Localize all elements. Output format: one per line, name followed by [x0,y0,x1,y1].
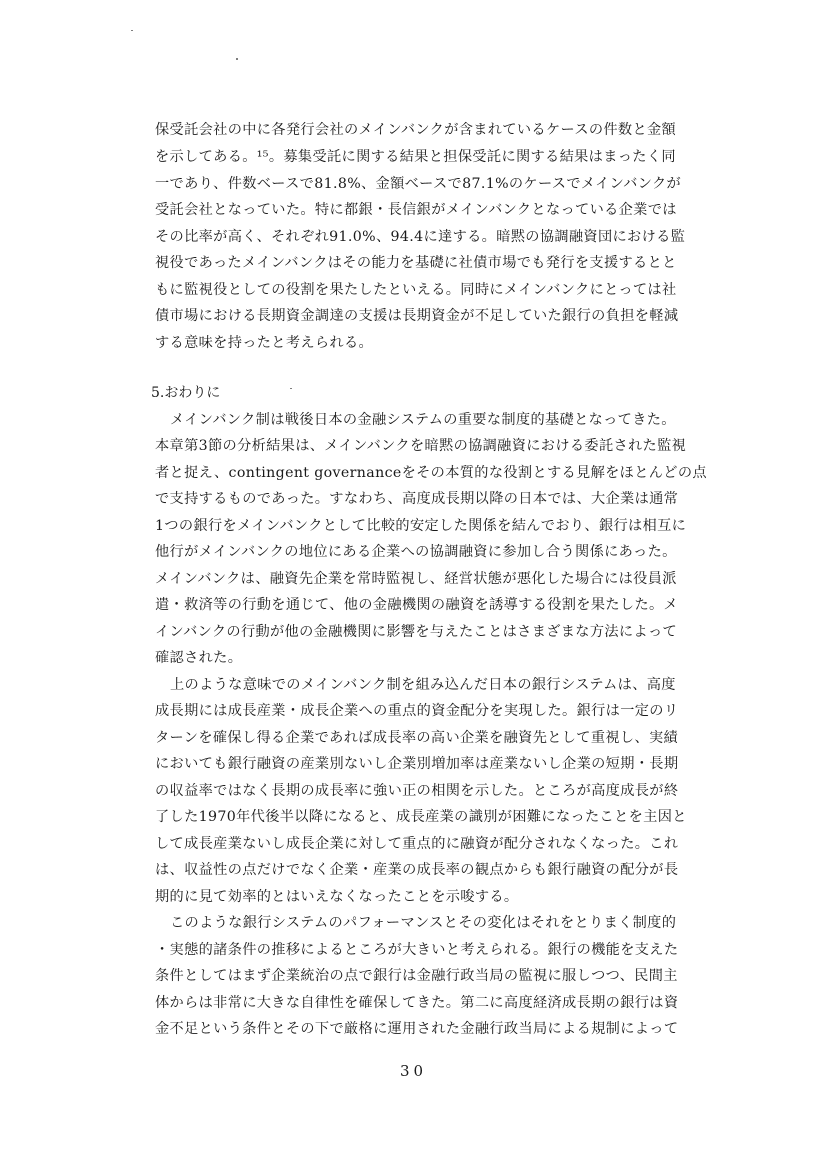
text-line: 他行がメインバンクの地位にある企業への協調融資に参加し合う関係にあった。 [155,544,677,560]
text-line: インバンクの行動が他の金融機関に影響を与えたことはさまざまな方法によって [155,624,678,640]
text-line: の収益率ではなく長期の成長率に強い正の相関を示した。ところが高度成長が終 [155,783,679,799]
text-line: 一であり、件数ベースで81.8%、金額ベースで87.1%のケースでメインバンクが [155,176,682,192]
text-line: 確認された。 [155,650,243,666]
text-line: もに監視役としての役割を果たしたといえる。同時にメインバンクにとっては社 [155,282,677,298]
text-line: 遣・救済等の行動を通じて、他の金融機関の融資を誘導する役割を果たした。メ [155,597,679,613]
text-line: メインバンク制は戦後日本の金融システムの重要な制度的基礎となってきた。 [170,412,676,428]
text-line: 債市場における長期資金調達の支援は長期資金が不足していた銀行の負担を軽減 [155,308,679,324]
text-line: 了した1970年代後半以降になると、成長産業の識別が困難になったことを主因と [155,809,687,825]
text-line: は、収益性の点だけでなく企業・産業の成長率の観点からも銀行融資の配分が長 [155,862,679,878]
text-line: して成長産業ないし成長企業に対して重点的に融資が配分されなくなった。これ [155,836,679,852]
text-line: 本章第3節の分析結果は、メインバンクを暗黙の協調融資における委託された監視 [155,438,687,454]
text-line: このような銀行システムのパフォーマンスとその変化はそれをとりまく制度的 [170,915,677,931]
text-line: 受託会社となっていた。特に都銀・長信銀がメインバンクとなっている企業では [155,202,677,218]
text-line: で支持するものであった。すなわち、高度成長期以降の日本では、大企業は通常 [155,491,679,507]
text-line: 金不足という条件とその下で厳格に運用された金融行政当局による規制によって [155,1021,679,1037]
text-line: ターンを確保し得る企業であれば成長率の高い企業を融資先として重視し、実績 [155,730,679,746]
text-line: メインバンクは、融資先企業を常時監視し、経営状態が悪化した場合には役員派 [155,571,677,587]
text-line: 保受託会社の中に各発行会社のメインバンクが含まれているケースの件数と金額 [155,122,677,138]
text-line: 条件としてはまず企業統治の点で銀行は金融行政当局の監視に服しつつ、民間主 [155,968,678,984]
scan-speck [131,30,133,31]
page-number: 30 [399,1062,428,1080]
scan-speck [290,388,292,389]
text-line: 成長期には成長産業・成長企業への重点的資金配分を実現した。銀行は一定のリ [155,703,679,719]
text-line: においても銀行融資の産業別ないし企業別増加率は産業ないし企業の短期・長期 [155,756,679,772]
text-line: する意味を持ったと考えられる。 [155,335,374,351]
text-line: その比率が高く、それぞれ91.0%、94.4に達する。暗黙の協調融資団における監 [155,229,686,245]
text-line: 期的に見て効率的とはいえなくなったことを示唆する。 [155,889,519,905]
text-line: 視役であったメインバンクはその能力を基礎に社債市場でも発行を支援するとと [155,255,677,271]
text-line: ・実態的諸条件の推移によるところが大きいと考えられる。銀行の機能を支えた [155,942,679,958]
text-line: 体からは非常に大きな自律性を確保してきた。第二に高度経済成長期の銀行は資 [155,995,679,1011]
text-line: 者と捉え、contingent governanceをその本質的な役割とする見解をほとんどの点 [155,465,707,481]
text-line: を示してある。¹⁵。募集受託に関する結果と担保受託に関する結果はまったく同 [155,149,676,165]
text-line: 上のような意味でのメインバンク制を組み込んだ日本の銀行システムは、高度 [170,677,676,693]
scan-speck [236,58,238,60]
section-heading: 5.おわりに [151,385,221,401]
text-line: 1つの銀行をメインバンクとして比較的安定した関係を結んでおり、銀行は相互に [155,518,687,534]
